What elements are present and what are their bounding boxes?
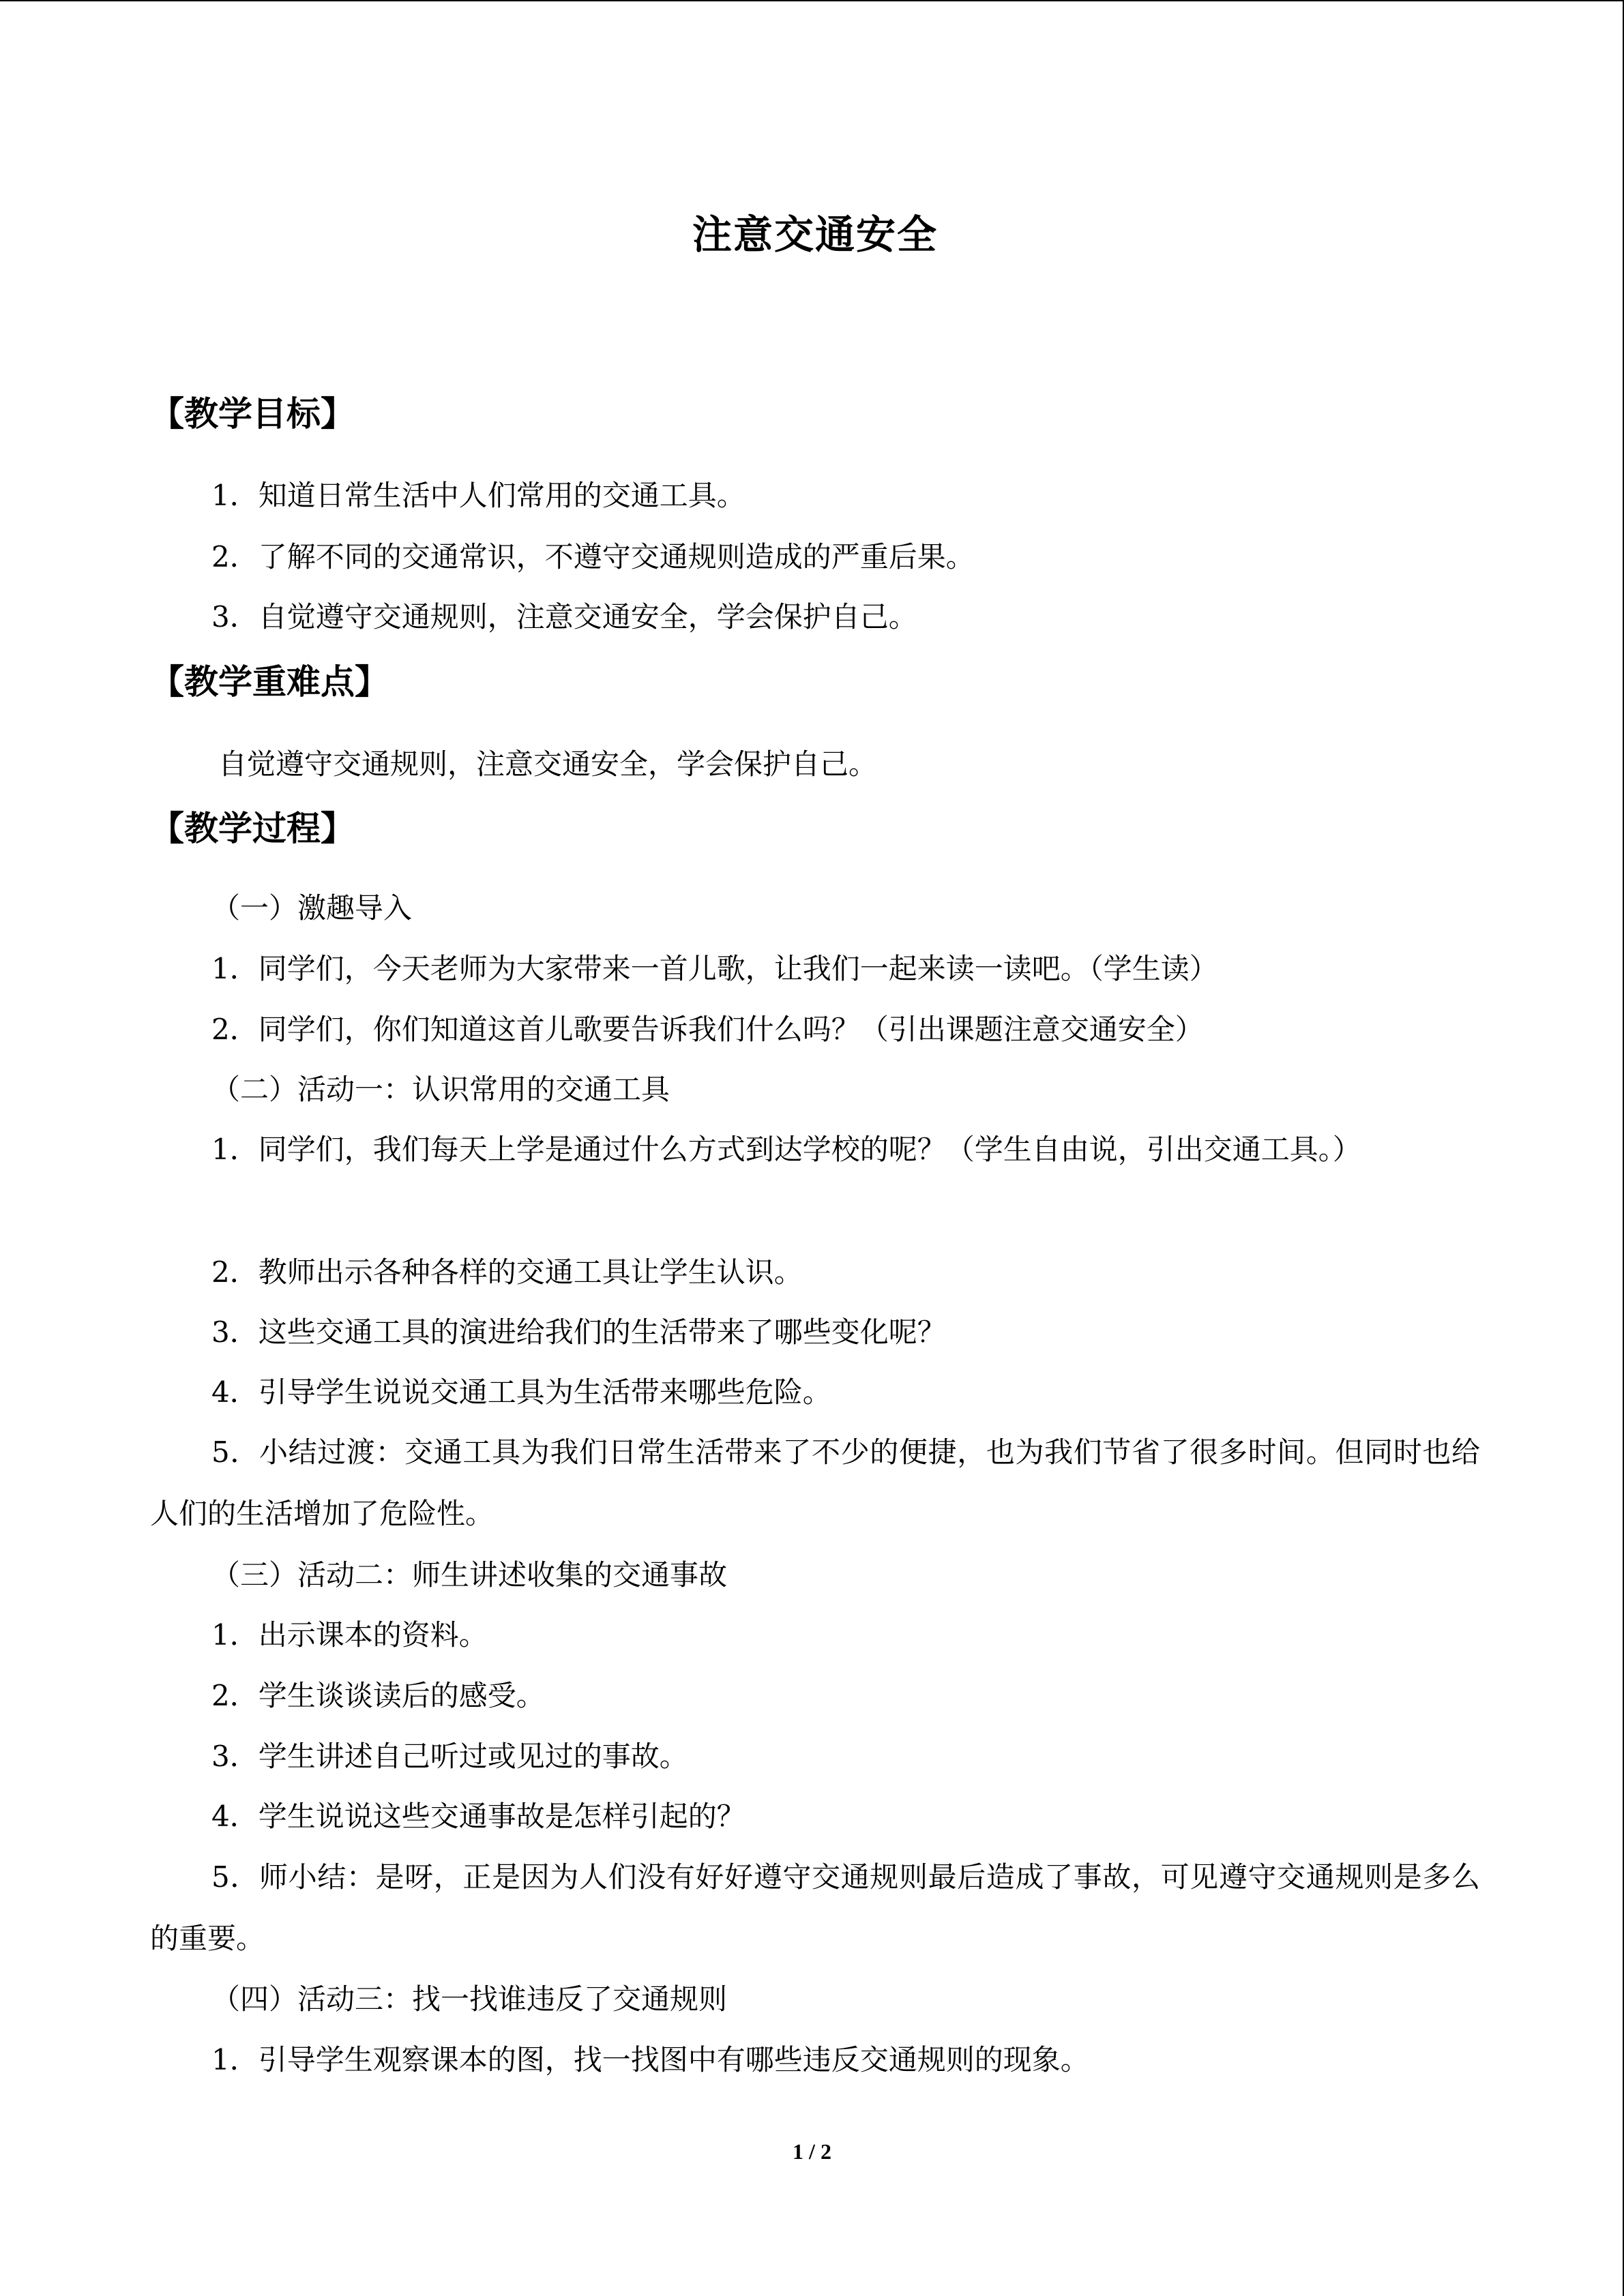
process-part-title: （四）活动三：找一找谁违反了交通规则: [211, 1982, 728, 2016]
process-item: 1．引导学生观察课本的图，找一找图中有哪些违反交通规则的现象。: [211, 2043, 1089, 2076]
process-item: 1．同学们，今天老师为大家带来一首儿歌，让我们一起来读一读吧。（学生读）: [211, 952, 1218, 985]
process-item: 3．学生讲述自己听过或见过的事故。: [211, 1740, 688, 1773]
goal-item: 1．知道日常生活中人们常用的交通工具。: [211, 479, 745, 512]
process-part-title: （一）激趣导入: [211, 891, 413, 925]
process-part-title: （二）活动一：认识常用的交通工具: [211, 1073, 670, 1106]
section-heading-process: 【教学过程】: [150, 809, 355, 848]
goal-item: 2．了解不同的交通常识，不遵守交通规则造成的严重后果。: [211, 540, 975, 573]
process-item: 4．学生说说这些交通事故是怎样引起的？: [211, 1800, 745, 1833]
process-paragraph: 5．小结过渡：交通工具为我们日常生活带来了不少的便捷，也为我们节省了很多时间。但同时也给人们的生活增加了危险性。: [150, 1435, 1480, 1530]
page-title: 注意交通安全: [692, 211, 938, 258]
keypoints-text: 自觉遵守交通规则，注意交通安全，学会保护自己。: [218, 747, 878, 781]
process-item: 2．同学们，你们知道这首儿歌要告诉我们什么吗？（引出课题注意交通安全）: [211, 1013, 1204, 1046]
page-number: 1 / 2: [793, 2139, 831, 2164]
section-heading-keypoints: 【教学重难点】: [150, 662, 389, 702]
goal-item: 3．自觉遵守交通规则，注意交通安全，学会保护自己。: [211, 600, 917, 633]
process-paragraph: 5．师小结：是呀，正是因为人们没有好好遵守交通规则最后造成了事故，可见遵守交通规则是多么的重要。: [150, 1860, 1480, 1955]
process-item: 4．引导学生说说交通工具为生活带来哪些危险。: [211, 1375, 831, 1409]
process-item: 2．学生谈谈读后的感受。: [211, 1679, 545, 1712]
process-part-title: （三）活动二：师生讲述收集的交通事故: [211, 1558, 728, 1592]
process-item: 3．这些交通工具的演进给我们的生活带来了哪些变化呢？: [211, 1315, 946, 1349]
process-item: 2．教师出示各种各样的交通工具让学生认识。: [211, 1255, 803, 1289]
process-item: 1．出示课本的资料。: [211, 1618, 488, 1652]
section-heading-goals: 【教学目标】: [150, 394, 355, 434]
process-paragraph: 1．同学们，我们每天上学是通过什么方式到达学校的呢？（学生自由说，引出交通工具。）: [211, 1133, 1361, 1166]
